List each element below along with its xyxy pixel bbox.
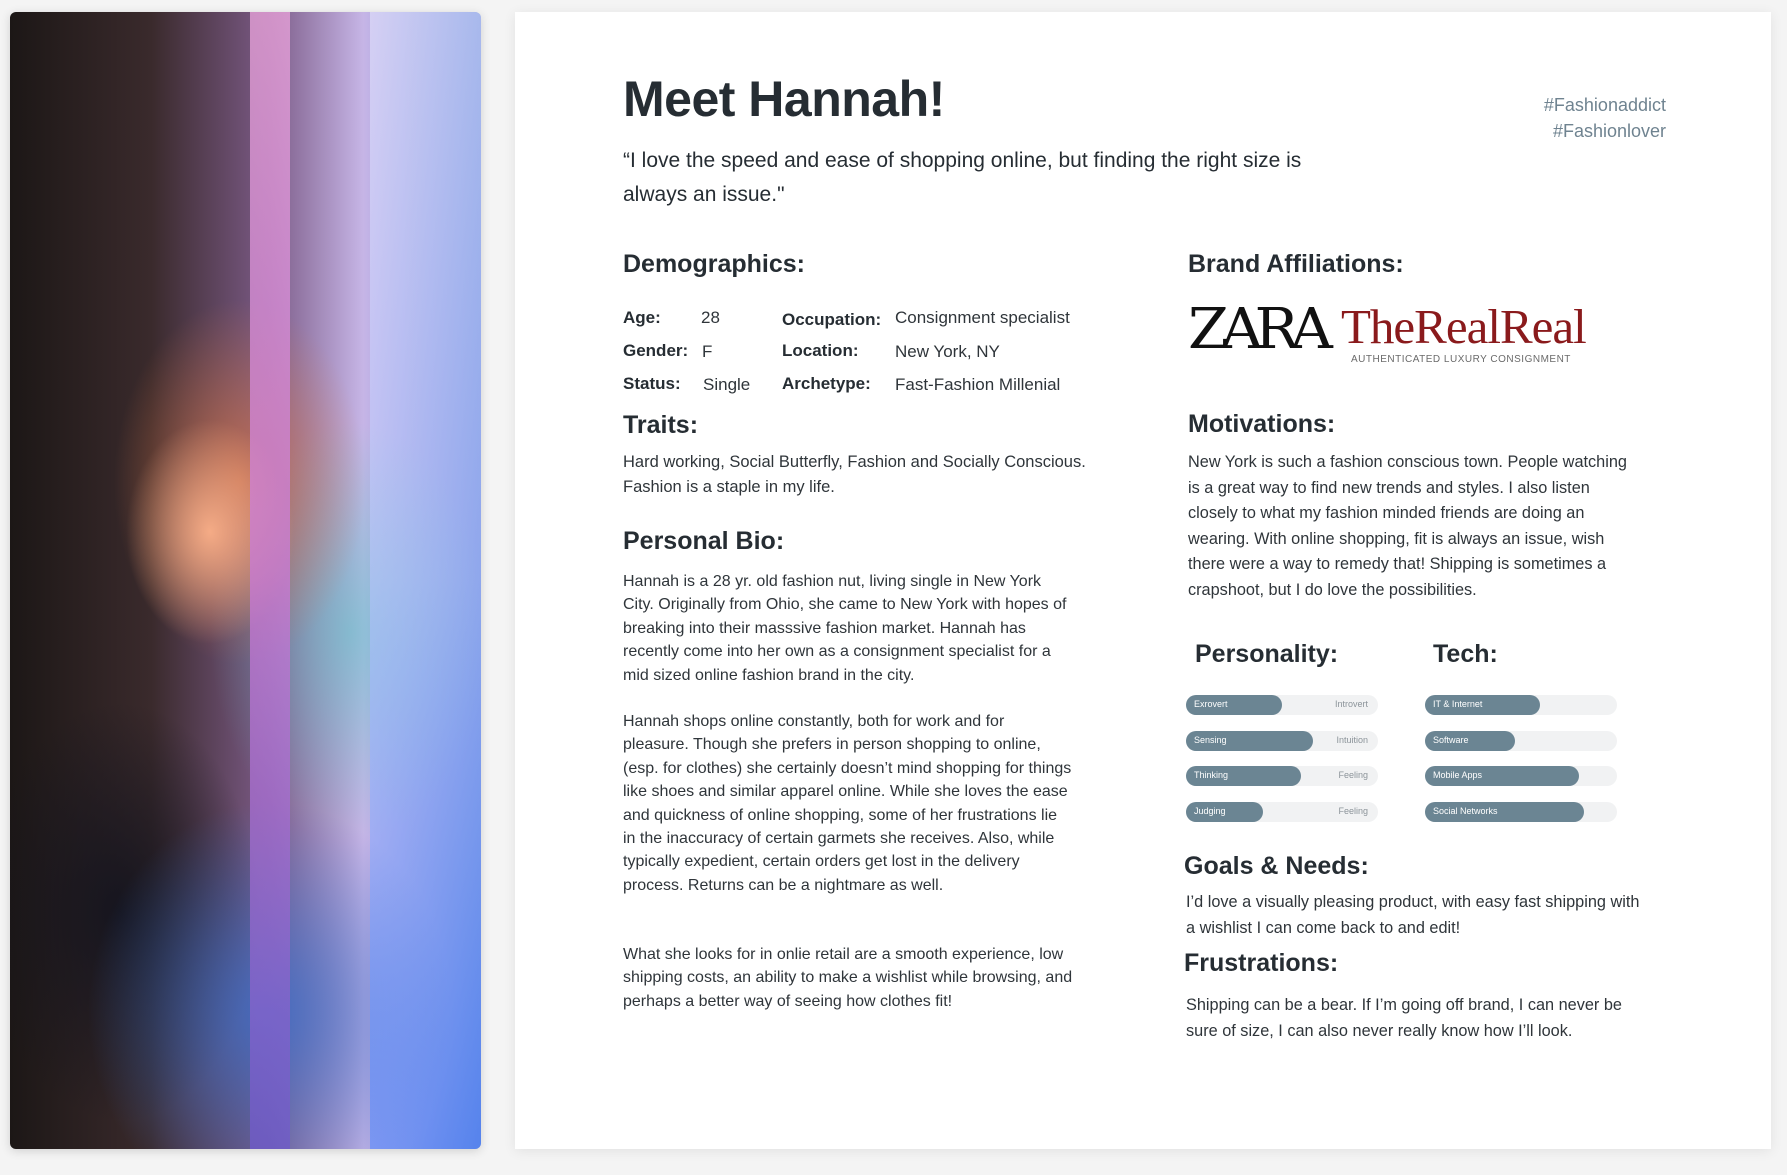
personality-scale-opposite-label: Intuition [1336,734,1368,745]
persona-card [515,12,1771,1149]
tech-scale-bar [1425,766,1617,786]
traits-heading: Traits: [623,411,699,439]
personality-scale-bar [1186,731,1378,751]
demographics-heading: Demographics: [623,250,805,278]
occupation-value: Consignment specialist [895,308,1070,327]
page-title: Meet Hannah! [623,71,945,127]
personality-scale-label: Judging [1194,805,1226,816]
photo-window-light [370,12,481,1149]
location-value: New York, NY [895,342,1000,361]
age-label: Age: [623,308,661,327]
therealreal-tagline: AUTHENTICATED LUXURY CONSIGNMENT [1351,354,1571,365]
age-value: 28 [701,308,720,327]
frustrations-heading: Frustrations: [1184,949,1339,977]
brand-affiliations-heading: Brand Affiliations: [1188,250,1404,278]
tech-scale-bar [1425,802,1617,822]
therealreal-logo: TheRealReal [1341,299,1586,354]
persona-photo [10,12,481,1149]
bio-paragraph-1: Hannah is a 28 yr. old fashion nut, living single in New York City. Originally from Ohio, she came to New York with hopes of breaking into their masssive fashion market. Hannah has recently come into her own as a consignment specialist for a mid sized online fashion brand in the city. [623,573,1067,684]
bio-paragraph-3: What she looks for in onlie retail are a smooth experience, low shipping costs, an ability to make a wishlist while browsing, and perhaps a better way of seeing how clothes fit! [623,946,1073,1010]
occupation-label: Occupation: [782,310,882,329]
status-label: Status: [623,374,681,393]
status-value: Single [703,375,751,394]
demographics-table [623,294,1123,404]
goals-needs-heading: Goals & Needs: [1184,852,1369,880]
hashtags [1544,92,1666,144]
personality-scale-bar [1186,766,1378,786]
goals-needs-text: I’d love a visually pleasing product, with easy fast shipping with a wishlist I can come back to and edit! [1186,893,1640,937]
traits-text: Hard working, Social Butterfly, Fashion and Socially Conscious. Fashion is a staple in my life. [623,453,1086,496]
bio-paragraph-2: Hannah shops online constantly, both for work and for pleasure. Though she prefers in person shopping to online, (esp. for clothes) she certainly doesn’t mind shopping for things like shoes and similar apparel online. While she loves the ease and quickness of online shopping, some of her frustrations lie in the inaccuracy of certain garmets she receives. Also, while typically expedient, certain orders get lost in the delivery process. Returns can be a nightmare as well. [623,713,1072,894]
motivations-text: New York is such a fashion conscious town. People watching is a great way to find new trends and styles. I also listen closely to what my fashion minded friends are doing an wearing. With online shopping, fit is always an issue, wish there were a way to remedy that! Shipping is sometimes a crapshoot, but I do love the possibilities. [1188,453,1627,599]
tech-scale-label: Social Networks [1433,805,1498,816]
zara-logo: ZARA [1188,297,1325,362]
personal-bio-heading: Personal Bio: [623,527,785,555]
personality-scale-label: Sensing [1194,734,1227,745]
personality-scale-opposite-label: Feeling [1338,805,1368,816]
hashtag: #Fashionlover [1552,121,1666,141]
personality-scale-label: Exrovert [1194,699,1228,709]
persona-quote: “I love the speed and ease of shopping online, but finding the right size is always an issue." [623,149,1302,206]
location-label: Location: [782,341,859,360]
personality-scale-opposite-label: Introvert [1334,699,1368,709]
personality-scale-label: Thinking [1194,770,1229,780]
personality-heading: Personality: [1195,640,1339,668]
photo-neon-glow [250,12,290,1149]
gender-value: F [702,342,713,361]
archetype-value: Fast-Fashion Millenial [895,375,1061,394]
tech-scale-label: IT & Internet [1433,699,1483,709]
tech-scale-bar [1425,695,1617,715]
personality-scale-bar [1186,695,1378,715]
frustrations-text: Shipping can be a bear. If I’m going off brand, I can never be sure of size, I can also never really know how I’ll look. [1186,996,1622,1040]
tech-scale-label: Mobile Apps [1433,770,1483,780]
personality-scale-opposite-label: Feeling [1338,770,1368,780]
tech-heading: Tech: [1433,640,1498,668]
hashtag: #Fashionaddict [1543,95,1666,115]
gender-label: Gender: [623,341,689,360]
personality-scale-bar [1186,802,1378,822]
tech-scale-bar [1425,731,1617,751]
motivations-heading: Motivations: [1188,410,1336,438]
tech-scale-label: Software [1433,734,1469,745]
archetype-label: Archetype: [782,374,871,393]
